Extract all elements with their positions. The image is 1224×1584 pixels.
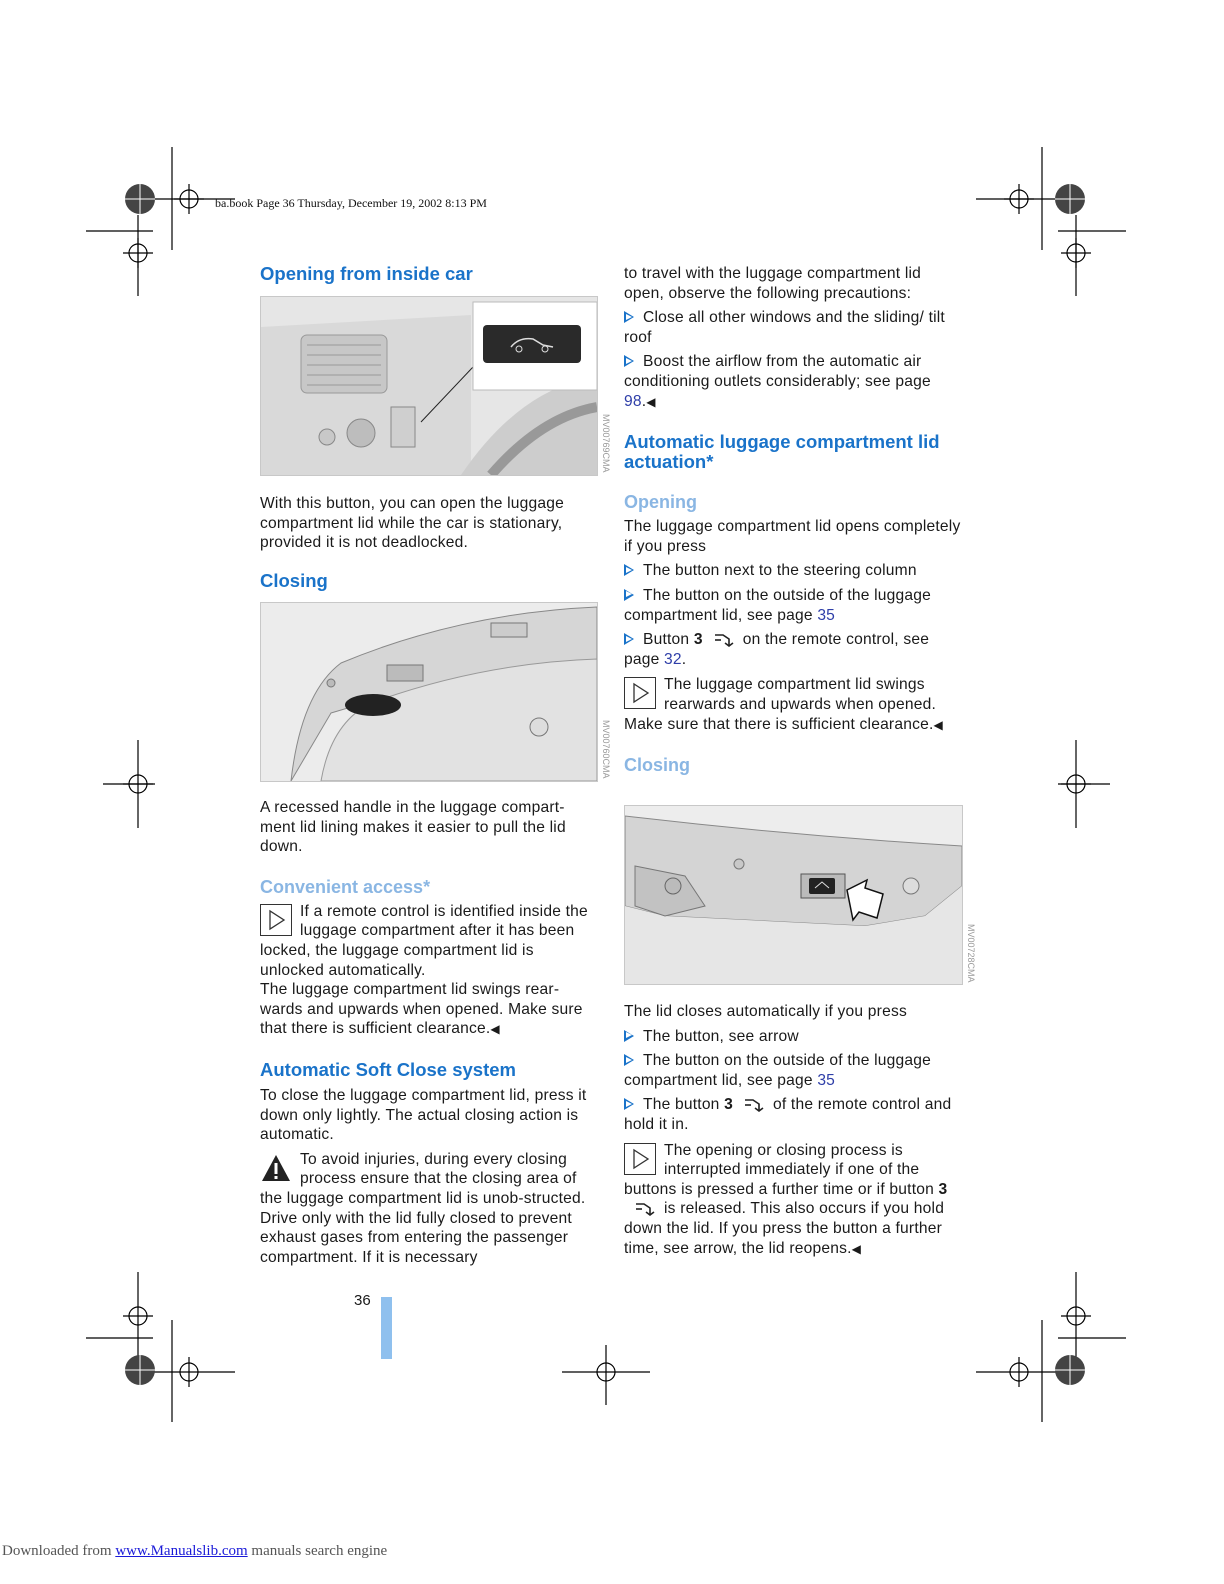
bullet-remote-2a: The button — [643, 1096, 720, 1114]
note-interrupt-text-b: is released. This also occurs if you hold down the lid. If you press the button a further time, see arrow, the lid reopens. — [624, 1200, 945, 1257]
figure-dashboard-button — [260, 296, 598, 476]
bullet-remote-2b: of the remote control and hold it in. — [624, 1096, 952, 1133]
warning-note — [260, 1150, 600, 1268]
note-interrupt-text-a: The opening or closing process is interrupted immediately if one of the buttons is pressed a further time or if button — [624, 1141, 934, 1198]
button-number: 3 — [938, 1180, 948, 1198]
bullet-arrow: The button, see arrow — [643, 1027, 799, 1045]
end-mark: ◀ — [851, 1241, 862, 1256]
closing-paragraph: A recessed handle in the luggage compart-ment lid lining makes it easier to pull the lid down. — [260, 799, 566, 856]
figure-code: MV00728CMA — [966, 924, 976, 983]
figure-lid-button-arrow — [624, 805, 963, 985]
note-convenient — [260, 902, 600, 980]
bullet-triangle-icon — [624, 633, 634, 645]
left-column — [260, 264, 600, 284]
note-icon — [624, 677, 656, 709]
lid-button-illustration — [625, 806, 962, 984]
opening-paragraph: With this button, you can open the luggage compartment lid while the car is stationary, provided it is not deadlocked. — [260, 495, 565, 552]
dashboard-illustration — [261, 297, 597, 475]
note-swing-text: The luggage compartment lid swings rearwards and upwards when opened. Make sure that there is sufficient clearance. — [624, 676, 937, 733]
button-number: 3 — [693, 631, 703, 649]
figure-code: MV00760CMA — [601, 720, 611, 779]
warning-icon — [260, 1152, 292, 1189]
remote-lid-icon — [713, 631, 735, 647]
page-link-35[interactable]: 35 — [817, 1071, 836, 1089]
bullet-remote-1b: on the remote control, see page — [624, 631, 930, 668]
continued-paragraph: to travel with the luggage compartment lid open, observe the following precautions: — [624, 265, 922, 302]
bullet-triangle-icon — [624, 589, 634, 601]
page-link-32[interactable]: 32 — [664, 650, 682, 668]
convenient-paragraph: The luggage compartment lid swings rear-wards and upwards when opened. Make sure that there is sufficient clearance. — [260, 981, 583, 1038]
left-block-opening — [260, 494, 600, 591]
note-interrupt — [624, 1141, 964, 1260]
bullet-windows: Close all other windows and the sliding/ tilt roof — [624, 309, 945, 346]
remote-lid-icon — [743, 1096, 765, 1112]
heading-soft-close: Automatic Soft Close system — [260, 1058, 516, 1080]
bullet-outside-2: The button on the outside of the luggage compartment lid, see page — [624, 1052, 932, 1089]
page-link-35[interactable]: 35 — [817, 606, 836, 624]
figure-recessed-handle — [260, 602, 598, 782]
softclose-paragraph: To close the luggage compartment lid, press it down only lightly. The actual closing action is automatic. — [260, 1086, 587, 1144]
bullet-triangle-icon — [624, 564, 634, 576]
heading-convenient-access: Convenient access* — [260, 876, 431, 897]
bullet-triangle-icon — [624, 311, 634, 323]
bullet-remote-1a: Button — [643, 631, 690, 649]
note-icon — [260, 904, 292, 936]
bullet-triangle-icon — [624, 1030, 634, 1042]
note-icon — [624, 1143, 656, 1175]
heading-opening: Opening — [624, 492, 697, 513]
bullet-triangle-icon — [624, 1054, 634, 1066]
right-block-closing — [624, 1002, 964, 1259]
figure-code: MV00769CMA — [601, 414, 611, 473]
footer-link[interactable]: www.Manualslib.com — [115, 1543, 248, 1559]
closing-intro: The lid closes automatically if you press — [624, 1003, 907, 1020]
bullet-triangle-icon — [624, 1098, 634, 1110]
heading-auto-actuation: Automatic luggage compartment lid actuation* — [624, 431, 940, 473]
bullet-airflow: Boost the airflow from the automatic air conditioning outlets considerably; see page — [624, 353, 931, 390]
page-tab-bar — [381, 1297, 392, 1359]
left-block-closing — [260, 798, 600, 1267]
lid-lining-illustration — [261, 603, 597, 781]
end-mark: ◀ — [646, 394, 656, 409]
remote-lid-icon — [634, 1200, 656, 1216]
opening-intro: The luggage compartment lid opens completely if you press — [624, 518, 961, 555]
bullet-triangle-icon — [624, 355, 634, 367]
book-header: ba.book Page 36 Thursday, December 19, 2002 8:13 PM — [215, 196, 487, 210]
footer — [2, 1543, 387, 1560]
footer-suffix: manuals search engine — [247, 1543, 388, 1559]
button-number: 3 — [724, 1096, 733, 1114]
page-number: 36 — [354, 1292, 371, 1309]
heading-opening-inside: Opening from inside car — [260, 263, 473, 284]
convenient-note-text: If a remote control is identified inside the luggage compartment after it has been locked, the luggage compartment lid is unlocked automatically. — [260, 902, 588, 979]
note-swing — [624, 675, 964, 735]
heading-closing-right: Closing — [624, 755, 690, 776]
page-link-98[interactable]: 98 — [624, 392, 642, 410]
end-mark: ◀ — [490, 1022, 500, 1037]
bullet-steering: The button next to the steering column — [643, 562, 917, 580]
bullet-outside-1: The button on the outside of the luggage compartment lid, see page — [624, 586, 932, 624]
warning-text: To avoid injuries, during every closing process ensure that the closing area of the luggage compartment lid is unob-structed. Drive only with the lid fully closed to prevent exhaust gases from entering the passenger compartment. If it is necessary — [260, 1150, 586, 1266]
footer-prefix: Downloaded from — [2, 1543, 116, 1559]
right-column: to travel with the luggage compartment lid open, observe the following precautions: Close all other windows and the sliding/ tilt roof Boost the airflow from the automatic air conditioning outlets considerably; see page 98.◀ Automatic luggage compartment lid actuation* Opening The luggage compartment lid opens completely if you press The button next to the steering column The button on the outside of the luggage compartment lid, see page 35 Button 3 on the remote control, see page 32. The luggage compartment lid swings rearwards and upwards when opened. Make sure that there is sufficient clearance.◀ Closing — [624, 264, 964, 775]
heading-closing: Closing — [260, 569, 328, 591]
end-mark: ◀ — [933, 717, 943, 732]
